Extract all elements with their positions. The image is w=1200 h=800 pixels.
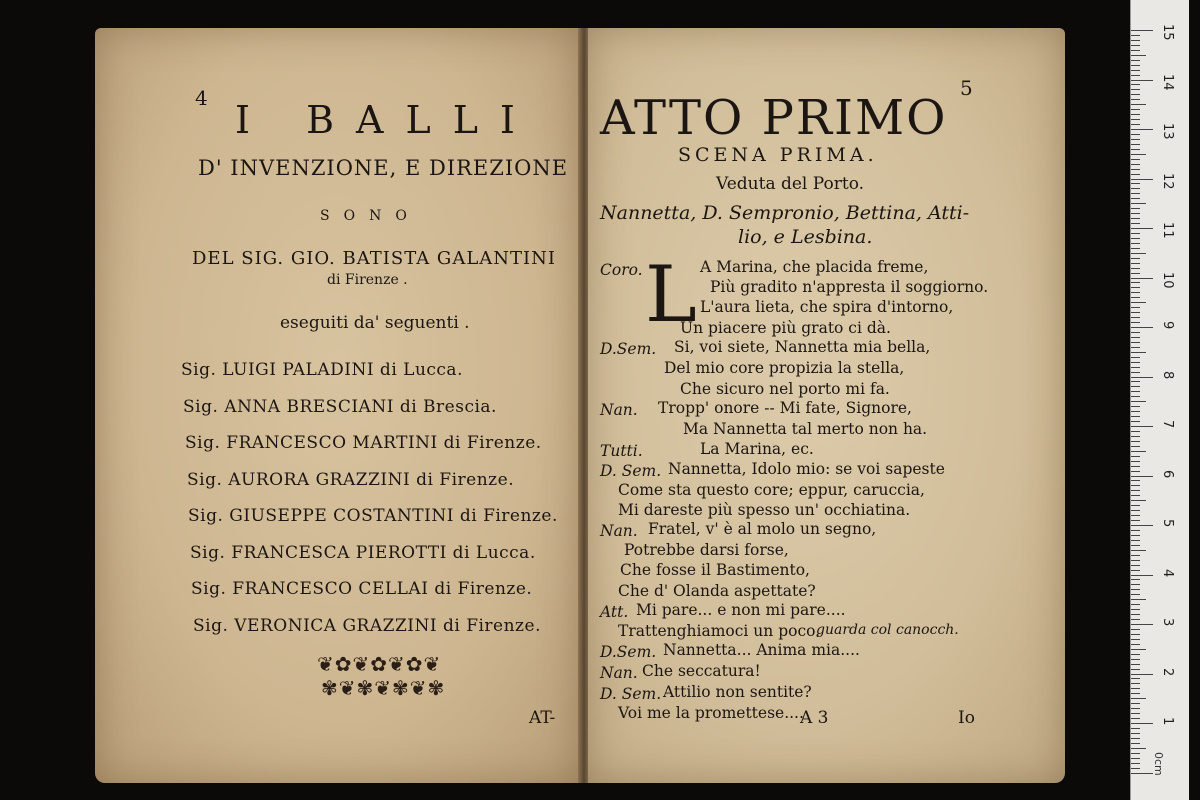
ruler-tick xyxy=(1131,406,1140,407)
ruler-tick xyxy=(1131,273,1140,274)
ruler-tick xyxy=(1131,75,1140,76)
ruler-label: 13 xyxy=(1160,123,1175,140)
ruler-tick xyxy=(1131,243,1140,244)
ruler-label: 1 xyxy=(1160,717,1175,726)
ruler-tick xyxy=(1131,703,1140,704)
ruler-tick xyxy=(1131,30,1153,31)
ruler-tick xyxy=(1131,500,1146,501)
ruler-tick xyxy=(1131,723,1153,724)
ruler-tick xyxy=(1131,485,1140,486)
ruler-tick xyxy=(1131,525,1153,526)
ruler-tick xyxy=(1131,159,1140,160)
ruler-tick xyxy=(1131,698,1146,699)
ruler-tick xyxy=(1131,530,1140,531)
ruler-tick xyxy=(1131,456,1140,457)
verse-line: Attilio non sentite? xyxy=(663,683,812,701)
performer-item: Sig. FRANCESCO CELLAI di Firenze. xyxy=(191,579,533,599)
ruler-tick xyxy=(1131,183,1140,184)
ruler-tick xyxy=(1131,733,1140,734)
verse-line: Mi dareste più spesso un' occhiatina. xyxy=(618,501,911,519)
verse-line: La Marina, ec. xyxy=(700,440,814,458)
ruler-tick xyxy=(1131,594,1140,595)
ruler-tick xyxy=(1131,174,1140,175)
page-number-left: 4 xyxy=(195,86,208,110)
ruler-tick xyxy=(1131,401,1146,402)
ruler-tick xyxy=(1131,104,1146,105)
ruler-tick xyxy=(1131,490,1140,491)
ruler-tick xyxy=(1131,466,1140,467)
ruler-tick xyxy=(1131,634,1140,635)
open-book xyxy=(95,28,1065,783)
ruler-tick xyxy=(1131,198,1140,199)
speaker: Nan. xyxy=(600,522,638,540)
ruler-tick xyxy=(1131,579,1140,580)
ruler-tick xyxy=(1131,89,1140,90)
ruler-tick xyxy=(1131,421,1140,422)
verse-line: Che sicuro nel porto mi fa. xyxy=(680,380,890,398)
ruler-tick xyxy=(1131,614,1140,615)
ruler-tick xyxy=(1131,693,1140,694)
ruler-tick xyxy=(1131,520,1140,521)
verse-line: Che fosse il Bastimento, xyxy=(620,561,810,579)
speaker: Att. xyxy=(600,603,629,621)
ruler-tick xyxy=(1131,683,1140,684)
ruler-label: 5 xyxy=(1160,519,1175,528)
ruler-tick xyxy=(1131,753,1140,754)
ruler-tick xyxy=(1131,223,1140,224)
ruler-tick xyxy=(1131,372,1140,373)
verse-line: Trattenghiamoci un poco. xyxy=(618,622,821,640)
ruler-label: 3 xyxy=(1160,618,1175,627)
verse-line: Mi pare... e non mi pare.... xyxy=(636,601,846,619)
ruler-tick xyxy=(1131,253,1146,254)
ruler-tick xyxy=(1131,164,1140,165)
ruler-tick xyxy=(1131,763,1140,764)
ornament-row-1: ❦✿❦✿❦✿❦ xyxy=(317,652,442,676)
ruler-tick xyxy=(1131,307,1140,308)
ruler-tick xyxy=(1131,332,1140,333)
right-page xyxy=(588,28,1065,783)
ruler-tick xyxy=(1131,357,1140,358)
ruler-tick xyxy=(1131,515,1140,516)
ruler-label: 4 xyxy=(1160,568,1175,577)
catchword-left: AT- xyxy=(529,708,556,728)
ruler-label: 9 xyxy=(1160,321,1175,330)
ruler-tick xyxy=(1131,282,1140,283)
speaker: D.Sem. xyxy=(600,643,657,661)
ruler-tick xyxy=(1131,451,1146,452)
ruler-tick xyxy=(1131,565,1140,566)
ruler-tick xyxy=(1131,381,1140,382)
author-origin: di Firenze . xyxy=(327,272,408,288)
ruler-tick xyxy=(1131,738,1140,739)
ruler-label: 2 xyxy=(1160,667,1175,676)
ruler-tick xyxy=(1131,268,1140,269)
ruler-tick xyxy=(1131,322,1140,323)
ruler-tick xyxy=(1131,263,1140,264)
measuring-ruler xyxy=(1130,0,1189,800)
ruler-tick xyxy=(1131,40,1140,41)
ruler-tick xyxy=(1131,70,1140,71)
verse-line: Un piacere più grato ci dà. xyxy=(680,319,891,337)
ruler-tick xyxy=(1131,60,1140,61)
ruler-tick xyxy=(1131,258,1140,259)
ruler-label: 7 xyxy=(1160,420,1175,429)
verse-line: Voi me la promettese.... xyxy=(618,704,804,722)
ruler-tick xyxy=(1131,149,1140,150)
cast-line-1: Nannetta, D. Sempronio, Bettina, Atti- xyxy=(600,202,970,224)
ruler-tick xyxy=(1131,654,1140,655)
ruler-tick xyxy=(1131,386,1140,387)
ruler-tick xyxy=(1131,411,1140,412)
performer-item: Sig. FRANCESCA PIEROTTI di Lucca. xyxy=(190,543,536,563)
verse-line: L'aura lieta, che spira d'intorno, xyxy=(700,298,954,316)
ruler-label: 12 xyxy=(1160,172,1175,190)
ruler-tick xyxy=(1131,555,1140,556)
ruler-tick xyxy=(1131,80,1153,81)
ruler-tick xyxy=(1131,396,1140,397)
ruler-tick xyxy=(1131,495,1140,496)
ruler-tick xyxy=(1131,664,1140,665)
ruler-tick xyxy=(1131,743,1140,744)
ruler-tick xyxy=(1131,179,1153,180)
ruler-tick xyxy=(1131,599,1146,600)
ornament-row-2: ✾❦✾❦✾❦✾ xyxy=(321,676,446,700)
ruler-tick xyxy=(1131,99,1140,100)
ruler-tick xyxy=(1131,649,1146,650)
ruler-tick xyxy=(1131,570,1140,571)
verse-line: Tropp' onore -- Mi fate, Signore, xyxy=(658,399,912,417)
ruler-tick xyxy=(1131,441,1140,442)
ruler-label: 15 xyxy=(1160,24,1175,41)
ruler-tick xyxy=(1131,362,1140,363)
ruler-tick xyxy=(1131,154,1146,155)
ruler-tick xyxy=(1131,550,1146,551)
ruler-tick xyxy=(1131,228,1153,229)
performer-item: Sig. LUIGI PALADINI di Lucca. xyxy=(181,360,463,380)
performer-item: Sig. ANNA BRESCIANI di Brescia. xyxy=(183,397,497,417)
ruler-label: 14 xyxy=(1160,73,1175,91)
ruler-tick xyxy=(1131,476,1153,477)
ruler-tick xyxy=(1131,119,1140,120)
ruler-tick xyxy=(1131,391,1140,392)
signature-mark: A 3 xyxy=(800,708,829,728)
ruler-tick xyxy=(1131,188,1140,189)
ruler-tick xyxy=(1131,144,1140,145)
ruler-tick xyxy=(1131,758,1140,759)
drop-cap: L xyxy=(645,250,697,340)
verse-line: Si, voi siete, Nannetta mia bella, xyxy=(674,338,931,356)
ruler-tick xyxy=(1131,327,1153,328)
verse-line: Fratel, v' è al molo un segno, xyxy=(648,520,877,538)
ruler-tick xyxy=(1131,644,1140,645)
ruler-tick xyxy=(1131,84,1140,85)
ruler-tick xyxy=(1131,604,1140,605)
ruler-tick xyxy=(1131,35,1140,36)
verse-line: Più gradito n'appresta il soggiorno. xyxy=(710,278,989,296)
ruler-label: 10 xyxy=(1160,271,1175,289)
ruler-tick xyxy=(1131,342,1140,343)
ruler-tick xyxy=(1131,94,1140,95)
ruler-tick xyxy=(1131,540,1140,541)
ruler-tick xyxy=(1131,337,1140,338)
ruler-tick xyxy=(1131,773,1153,774)
speaker: D. Sem. xyxy=(600,462,662,480)
ruler-tick xyxy=(1131,347,1140,348)
ruler-tick xyxy=(1131,678,1140,679)
verse-line: Del mio core propizia la stella, xyxy=(664,359,905,377)
ruler-tick xyxy=(1131,292,1140,293)
ruler-tick xyxy=(1131,619,1140,620)
cast-line-2: lio, e Lesbina. xyxy=(738,226,873,248)
verse-line: Ma Nannetta tal merto non ha. xyxy=(683,420,928,438)
ruler-tick xyxy=(1131,510,1140,511)
speaker: Tutti. xyxy=(600,442,643,460)
ruler-tick xyxy=(1131,55,1146,56)
verse-line: Che seccatura! xyxy=(642,662,761,680)
subtitle: D' INVENZIONE, E DIREZIONE xyxy=(198,156,569,180)
speaker: Nan. xyxy=(600,401,638,419)
ruler-tick xyxy=(1131,248,1140,249)
scene-title: SCENA PRIMA. xyxy=(678,144,878,166)
scene-setting: Veduta del Porto. xyxy=(716,174,865,194)
ruler-tick xyxy=(1131,708,1140,709)
verse-line: Nannetta, Idolo mio: se voi sapeste xyxy=(668,460,945,478)
act-title: ATTO PRIMO xyxy=(600,90,948,146)
ruler-label: 6 xyxy=(1160,469,1175,478)
ruler-tick xyxy=(1131,728,1140,729)
verse-line: Come sta questo core; eppur, caruccia, xyxy=(618,481,925,499)
ruler-tick xyxy=(1131,688,1140,689)
ruler-tick xyxy=(1131,65,1140,66)
ruler-tick xyxy=(1131,718,1140,719)
ruler-tick xyxy=(1131,431,1140,432)
left-page xyxy=(95,28,580,783)
author-name: DEL SIG. GIO. BATISTA GALANTINI xyxy=(192,248,556,269)
ruler-tick xyxy=(1131,639,1140,640)
ruler-tick xyxy=(1131,629,1140,630)
performer-item: Sig. AURORA GRAZZINI di Firenze. xyxy=(187,470,515,490)
page-number-right: 5 xyxy=(960,76,973,100)
speaker: D.Sem. xyxy=(600,340,657,358)
verse-line: A Marina, che placida freme, xyxy=(700,258,929,276)
ruler-tick xyxy=(1131,50,1140,51)
ruler-tick xyxy=(1131,480,1140,481)
ruler-tick xyxy=(1131,535,1140,536)
ruler-tick xyxy=(1131,674,1153,675)
ruler-tick xyxy=(1131,114,1140,115)
ruler-tick xyxy=(1131,367,1140,368)
ruler-tick xyxy=(1131,461,1140,462)
ruler-tick xyxy=(1131,45,1140,46)
ruler-unit: 0cm xyxy=(1152,752,1165,776)
verse-line: Potrebbe darsi forse, xyxy=(624,541,789,559)
ruler-tick xyxy=(1131,129,1153,130)
ruler-tick xyxy=(1131,213,1140,214)
ruler-tick xyxy=(1131,238,1140,239)
ruler-tick xyxy=(1131,659,1140,660)
ruler-tick xyxy=(1131,426,1153,427)
catchword-right: Io xyxy=(958,708,975,728)
ruler-tick xyxy=(1131,768,1140,769)
ruler-tick xyxy=(1131,624,1153,625)
verse-line: Nannetta... Anima mia.... xyxy=(663,641,860,659)
ruler-tick xyxy=(1131,589,1140,590)
ruler-tick xyxy=(1131,124,1140,125)
ruler-tick xyxy=(1131,505,1140,506)
ruler-tick xyxy=(1131,317,1140,318)
ruler-tick xyxy=(1131,609,1140,610)
page-title-left: I BALLI xyxy=(235,98,537,142)
speaker: D. Sem. xyxy=(600,685,662,703)
performer-item: Sig. VERONICA GRAZZINI di Firenze. xyxy=(193,616,541,636)
ruler-tick xyxy=(1131,169,1140,170)
ruler-tick xyxy=(1131,302,1146,303)
speaker: Coro. xyxy=(600,261,643,279)
ruler-tick xyxy=(1131,278,1153,279)
ruler-tick xyxy=(1131,287,1140,288)
ruler-tick xyxy=(1131,584,1140,585)
ruler-tick xyxy=(1131,134,1140,135)
ruler-tick xyxy=(1131,545,1140,546)
ruler-tick xyxy=(1131,575,1153,576)
ruler-tick xyxy=(1131,139,1140,140)
ruler-tick xyxy=(1131,748,1146,749)
ruler-tick xyxy=(1131,208,1140,209)
sono-label: SONO xyxy=(320,208,421,224)
verse-line: Che d' Olanda aspettate? xyxy=(618,582,816,600)
stage-direction: guarda col canocch. xyxy=(816,622,959,638)
performer-item: Sig. FRANCESCO MARTINI di Firenze. xyxy=(185,433,542,453)
ruler-tick xyxy=(1131,377,1153,378)
ruler-tick xyxy=(1131,560,1140,561)
ruler-tick xyxy=(1131,416,1140,417)
ruler-tick xyxy=(1131,669,1140,670)
ruler-tick xyxy=(1131,233,1140,234)
ruler-tick xyxy=(1131,436,1140,437)
ruler-tick xyxy=(1131,297,1140,298)
ruler-tick xyxy=(1131,193,1140,194)
ruler-tick xyxy=(1131,218,1140,219)
ruler-tick xyxy=(1131,713,1140,714)
ruler-label: 11 xyxy=(1160,222,1175,239)
ruler-tick xyxy=(1131,446,1140,447)
ruler-tick xyxy=(1131,471,1140,472)
ruler-tick xyxy=(1131,203,1146,204)
ruler-label: 8 xyxy=(1160,370,1175,379)
performer-item: Sig. GIUSEPPE COSTANTINI di Firenze. xyxy=(188,506,558,526)
ruler-tick xyxy=(1131,352,1146,353)
ruler-tick xyxy=(1131,109,1140,110)
speaker: Nan. xyxy=(600,664,638,682)
ruler-tick xyxy=(1131,312,1140,313)
performed-by: eseguiti da' seguenti . xyxy=(280,313,470,333)
